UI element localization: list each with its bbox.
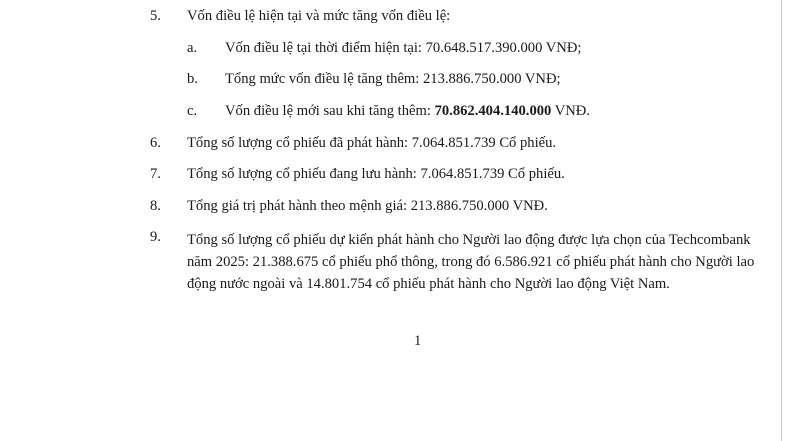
item-6-text: Tổng số lượng cổ phiếu đã phát hành: 7.064.851.739 Cổ phiếu.	[187, 135, 557, 151]
page-number: 1	[414, 333, 422, 349]
item-8-number: 8.	[150, 198, 161, 214]
page-edge-divider	[781, 0, 782, 441]
item-8-text: Tổng giá trị phát hành theo mệnh giá: 213.886.750.000 VNĐ.	[187, 198, 548, 214]
item-5c-bold-value: 70.862.404.140.000	[434, 103, 552, 119]
item-7-text: Tổng số lượng cổ phiếu đang lưu hành: 7.064.851.739 Cổ phiếu.	[187, 166, 565, 182]
item-5a-letter: a.	[187, 40, 198, 56]
item-7-number: 7.	[150, 166, 161, 182]
item-5c-suffix: VNĐ.	[551, 103, 590, 119]
item-9-line-2: năm 2025: 21.388.675 cổ phiếu phổ thông, trong đó 6.586.921 cổ phiếu phát hành cho Người lao	[187, 254, 755, 270]
item-5-number: 5.	[150, 8, 161, 24]
item-6-number: 6.	[150, 135, 161, 151]
item-9-paragraph	[187, 229, 755, 295]
item-5c-prefix: Vốn điều lệ mới sau khi tăng thêm:	[225, 103, 435, 119]
item-5c-text	[225, 103, 590, 120]
item-5b-letter: b.	[187, 71, 198, 87]
item-9-number: 9.	[150, 229, 161, 245]
item-9-line-3: động nước ngoài và 14.801.754 cổ phiếu phát hành cho Người lao động Việt Nam.	[187, 276, 670, 292]
item-5a-text: Vốn điều lệ tại thời điểm hiện tại: 70.648.517.390.000 VNĐ;	[225, 40, 582, 56]
item-5-text: Vốn điều lệ hiện tại và mức tăng vốn điều lệ:	[187, 8, 451, 24]
item-5c-letter: c.	[187, 103, 198, 119]
item-9-line-1: Tổng số lượng cổ phiếu dự kiến phát hành cho Người lao động được lựa chọn của Techcombank	[187, 232, 751, 248]
item-5b-text: Tổng mức vốn điều lệ tăng thêm: 213.886.750.000 VNĐ;	[225, 71, 561, 87]
